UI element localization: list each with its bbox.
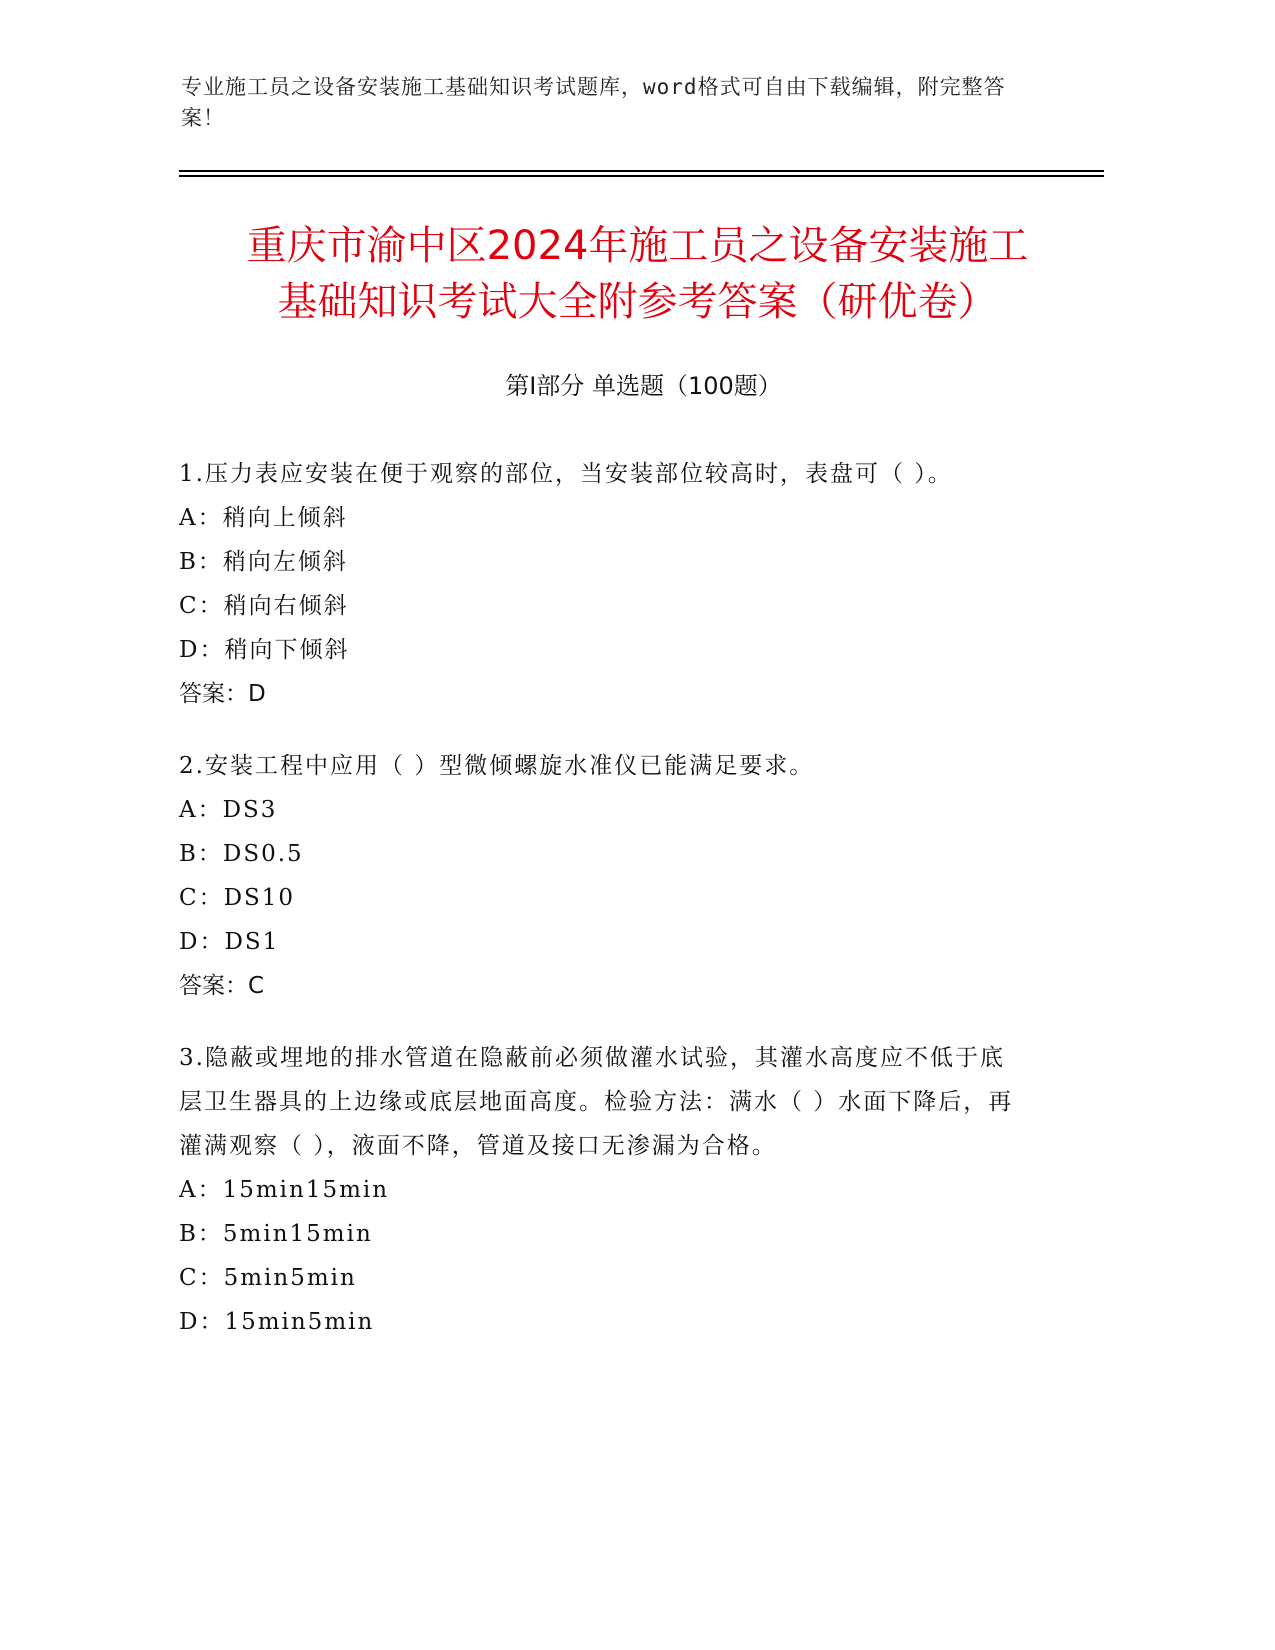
question-stem: 2.安装工程中应用（ ）型微倾螺旋水准仪已能满足要求。 — [179, 753, 815, 779]
question-stem: 1.压力表应安装在便于观察的部位，当安装部位较高时，表盘可（ ）。 — [179, 461, 953, 487]
option-c: C：稍向右倾斜 — [179, 593, 349, 619]
option-b: B：DS0.5 — [179, 841, 304, 867]
answer: 答案：D — [179, 681, 266, 707]
option-d: D：DS1 — [179, 929, 280, 955]
question-stem: 3.隐蔽或埋地的排水管道在隐蔽前必须做灌水试验，其灌水高度应不低于底层卫生器具的上边缘或底层地面高度。检验方法：满水（ ）水面下降后，再灌满观察（ ），液面不降，管道及接口无渗漏为合格。 — [179, 1045, 1014, 1159]
header-divider-bottom — [179, 175, 1104, 177]
option-a: A：15min15min — [179, 1177, 390, 1203]
question-list — [179, 452, 1029, 1372]
header-note: 专业施工员之设备安装施工基础知识考试题库，word格式可自由下载编辑，附完整答案！ — [181, 75, 1006, 130]
answer: 答案：C — [179, 973, 265, 999]
option-d: D：15min5min — [179, 1309, 375, 1335]
document-title — [150, 218, 1125, 330]
header-divider-top — [179, 170, 1104, 172]
option-c: C：DS10 — [179, 885, 296, 911]
option-a: A：稍向上倾斜 — [179, 505, 348, 531]
option-a: A：DS3 — [179, 797, 278, 823]
option-d: D：稍向下倾斜 — [179, 637, 350, 663]
question-3 — [179, 1036, 1029, 1344]
section-heading: 第Ⅰ部分 单选题（100题） — [505, 372, 782, 400]
option-b: B：5min15min — [179, 1221, 373, 1247]
document-title-line-2: 基础知识考试大全附参考答案（研优卷） — [277, 279, 998, 325]
document-title-line-1: 重庆市渝中区2024年施工员之设备安装施工 — [246, 223, 1029, 269]
option-c: C：5min5min — [179, 1265, 357, 1291]
option-b: B：稍向左倾斜 — [179, 549, 348, 575]
question-1 — [179, 452, 1029, 716]
question-2 — [179, 744, 1029, 1008]
